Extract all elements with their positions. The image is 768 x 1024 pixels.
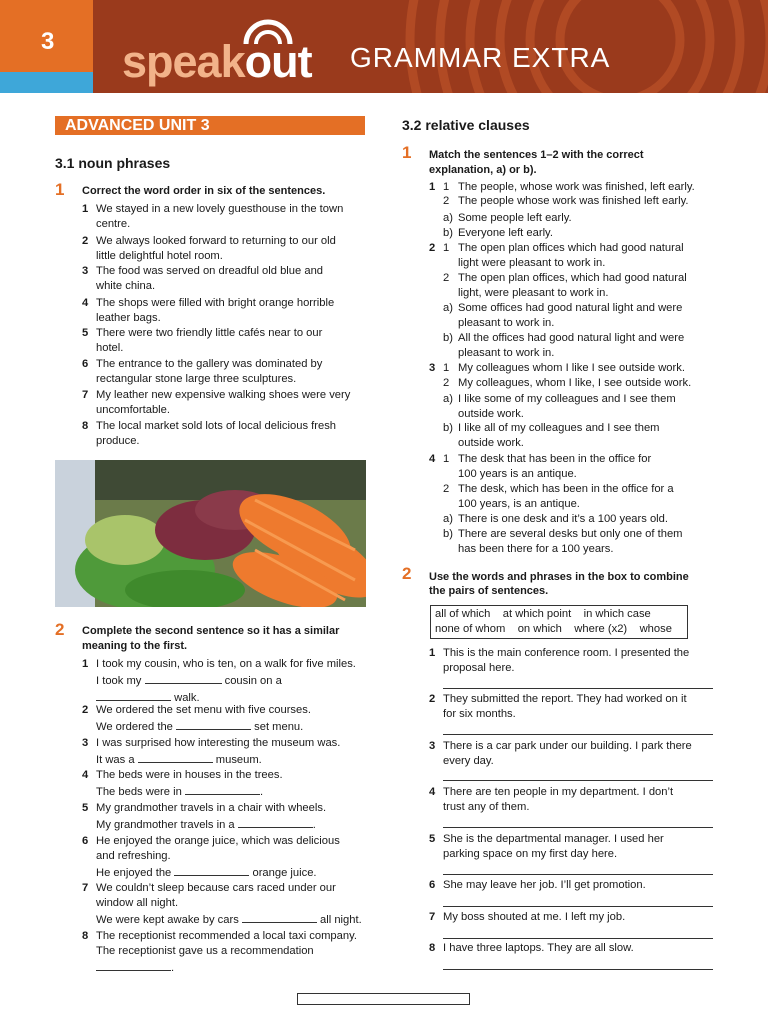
sub-label: 2: [443, 483, 450, 495]
sub-label: 1: [443, 453, 450, 465]
list-item: [82, 296, 372, 326]
match-line: [429, 286, 729, 301]
item-text: The food was served on dreadful old blue and white china.: [96, 265, 324, 292]
match-line: [429, 226, 729, 241]
match-text: The desk that has been in the office for: [458, 453, 652, 465]
exercise-number: 1: [402, 143, 412, 162]
match-text: All the offices had good natural light and were: [458, 332, 685, 344]
group-number: 1: [429, 181, 436, 193]
item-text: There are ten people in my department. I don’t trust any of them.: [443, 786, 674, 813]
answer-line[interactable]: [443, 874, 713, 875]
answer-line[interactable]: [443, 969, 713, 970]
page-title: GRAMMAR EXTRA: [350, 42, 611, 73]
match-text: My colleagues, whom I like, I see outside work.: [458, 377, 692, 389]
match-text: has been there for a 100 years.: [458, 543, 614, 555]
unit-color-strip: [0, 72, 93, 93]
list-item: 5 My grandmother travels in a chair with wheels. My grandmother travels in a .: [82, 802, 327, 831]
exercise-instruction-line1: Match the sentences 1–2 with the correct: [429, 149, 644, 161]
item-text: We always looked forward to returning to our old little delightful hotel room.: [96, 235, 336, 262]
match-line: [429, 436, 729, 451]
item-number: 2: [429, 693, 436, 705]
match-line: [429, 301, 729, 316]
sub-label: 1: [443, 181, 450, 193]
list-item: [429, 646, 719, 676]
word-box: [430, 605, 688, 639]
answer-blank[interactable]: [174, 864, 249, 876]
match-text: The people whose work was finished left early.: [458, 195, 689, 207]
sub-label: 2: [443, 272, 450, 284]
match-line: [429, 407, 729, 422]
group-number: 3: [429, 362, 436, 374]
match-line: [429, 241, 729, 256]
group-number: 4: [429, 453, 436, 465]
answer-blank[interactable]: [238, 816, 313, 828]
sub-label: 1: [443, 242, 450, 254]
match-line: [429, 467, 729, 482]
item-number: 6: [82, 358, 89, 370]
item-number: 1: [429, 647, 436, 659]
list-item: [82, 388, 372, 418]
match-text: Some people left early.: [458, 212, 572, 224]
market-vegetables-photo: [55, 460, 366, 607]
item-text: My boss shouted at me. I left my job.: [443, 911, 626, 923]
item-number: 5: [429, 833, 436, 845]
unit-number: 3: [41, 28, 55, 55]
answer-blank[interactable]: [242, 911, 317, 923]
list-item: [82, 657, 372, 707]
match-text: Everyone left early.: [458, 227, 553, 239]
answer-line[interactable]: [443, 734, 713, 735]
list-item: [82, 202, 372, 232]
item-text: The entrance to the gallery was dominated by rectangular stone large three sculptures.: [96, 358, 323, 385]
exercise-instruction-line2: meaning to the first.: [82, 640, 188, 652]
match-text: pleasant to work in.: [458, 347, 555, 359]
logo-out: out: [244, 36, 312, 87]
sub-label: b): [443, 528, 453, 540]
item-number: 2: [82, 235, 89, 247]
match-line: [429, 194, 729, 209]
list-item: [82, 326, 372, 356]
sub-label: a): [443, 513, 453, 525]
match-line: [429, 527, 729, 542]
exercise-instruction: Correct the word order in six of the sentences.: [82, 185, 326, 197]
item-number: 1: [82, 203, 89, 215]
page-header: [0, 0, 768, 93]
footer-box: [297, 993, 470, 1005]
item-number: 7: [429, 911, 436, 923]
exercise-number: 2: [55, 620, 65, 639]
match-text: 100 years is an antique.: [458, 468, 577, 480]
match-text: The desk, which has been in the office for a: [458, 483, 674, 495]
list-item: [429, 910, 719, 940]
match-text: My colleagues whom I like I see outside work.: [458, 362, 685, 374]
list-item: [82, 357, 372, 387]
sub-label: a): [443, 302, 453, 314]
list-item: [429, 878, 719, 908]
word-box-line2: none of whom on which where (x2) whose: [435, 623, 672, 635]
item-text: She is the departmental manager. I used her parking space on my first day here.: [443, 833, 664, 860]
exercise-instruction-line2: explanation, a) or b).: [429, 164, 537, 176]
match-text: outside work.: [458, 408, 524, 420]
answer-blank[interactable]: [96, 959, 171, 971]
answer-line[interactable]: [443, 938, 713, 939]
match-line: [429, 256, 729, 271]
sub-label: b): [443, 422, 453, 434]
answer-line[interactable]: [443, 827, 713, 828]
item-text: This is the main conference room. I presented the proposal here.: [443, 647, 690, 674]
answer-line[interactable]: [443, 906, 713, 907]
list-item: 2 We ordered the set menu with five courses. We ordered the set menu.: [82, 704, 311, 733]
match-text: 100 years, is an antique.: [458, 498, 580, 510]
match-line: [429, 452, 729, 467]
list-item: [429, 941, 719, 971]
exercise-instruction-line2: the pairs of sentences.: [429, 585, 549, 597]
answer-blank[interactable]: [96, 689, 171, 701]
answer-blank[interactable]: [145, 672, 222, 684]
match-text: The people, whose work was finished, left early.: [458, 181, 695, 193]
item-number: 8: [429, 942, 436, 954]
match-line: [429, 331, 729, 346]
match-line: [429, 271, 729, 286]
section-title-relative-clauses: 3.2 relative clauses: [402, 117, 530, 133]
match-line: [429, 512, 729, 527]
item-number: 3: [429, 740, 436, 752]
item-text: My leather new expensive walking shoes were very uncomfortable.: [96, 389, 351, 416]
item-text: The local market sold lots of local delicious fresh produce.: [96, 420, 337, 447]
match-text: light, were pleasant to work in.: [458, 287, 609, 299]
vegetables-illustration: [55, 460, 366, 607]
item-number: 8: [82, 420, 89, 432]
item-number: 5: [82, 327, 89, 339]
match-text: There are several desks but only one of them: [458, 528, 683, 540]
list-item: [429, 832, 719, 862]
match-line: [429, 180, 729, 195]
list-item: [429, 785, 719, 815]
list-item: 8 The receptionist recommended a local taxi company. The receptionist gave us a recommendation .: [82, 930, 357, 974]
item-text: We stayed in a new lovely guesthouse in the town centre.: [96, 203, 344, 230]
match-line: [429, 211, 729, 226]
item-number: 4: [429, 786, 436, 798]
match-text: pleasant to work in.: [458, 317, 555, 329]
sub-label: a): [443, 212, 453, 224]
match-line: [429, 346, 729, 361]
item-text: There were two friendly little cafés near to our hotel.: [96, 327, 323, 354]
match-text: Some offices had good natural light and were: [458, 302, 683, 314]
sub-label: b): [443, 332, 453, 344]
speakout-logo: [122, 36, 312, 88]
list-item: 6 He enjoyed the orange juice, which was delicious and refreshing. He enjoyed the orange juice.: [82, 835, 340, 879]
logo-speak: speak: [122, 36, 245, 87]
sub-label: 2: [443, 377, 450, 389]
list-item: [82, 419, 372, 449]
item-number: 6: [429, 879, 436, 891]
list-item: 7 We couldn’t sleep because cars raced under our window all night. We were kept awake by cars all night.: [82, 882, 362, 926]
item-text: There is a car park under our building. I park there every day.: [443, 740, 692, 767]
group-number: 2: [429, 242, 436, 254]
list-item: 4 The beds were in houses in the trees. The beds were in .: [82, 769, 283, 798]
exercise-instruction-line1: Complete the second sentence so it has a similar: [82, 625, 340, 637]
match-text: outside work.: [458, 437, 524, 449]
unit-bar: ADVANCED UNIT 3: [55, 116, 365, 135]
list-item: [82, 234, 372, 264]
match-text: I like all of my colleagues and I see them: [458, 422, 660, 434]
item-number: 3: [82, 265, 89, 277]
exercise-number: 1: [55, 180, 65, 199]
match-line: [429, 482, 729, 497]
exercise-instruction-line1: Use the words and phrases in the box to combine: [429, 571, 689, 583]
answer-blank[interactable]: [185, 783, 260, 795]
match-line: [429, 392, 729, 407]
match-text: There is one desk and it’s a 100 years old.: [458, 513, 668, 525]
sub-label: 2: [443, 195, 450, 207]
unit-number-tab: [0, 0, 93, 72]
list-item: [429, 739, 719, 769]
item-text: I have three laptops. They are all slow.: [443, 942, 634, 954]
sub-label: a): [443, 393, 453, 405]
sub-label: b): [443, 227, 453, 239]
match-text: The open plan offices, which had good natural: [458, 272, 687, 284]
match-line: [429, 316, 729, 331]
item-text: I took my cousin, who is ten, on a walk for five miles. I took my cousin on a walk.: [96, 658, 356, 704]
list-item: [429, 692, 719, 722]
sub-label: 1: [443, 362, 450, 374]
section-title-noun-phrases: 3.1 noun phrases: [55, 155, 171, 171]
word-box-line1: all of which at which point in which case: [435, 608, 651, 620]
exercise-number: 2: [402, 564, 412, 583]
match-line: [429, 542, 729, 557]
match-text: I like some of my colleagues and I see them: [458, 393, 676, 405]
item-text: She may leave her job. I’ll get promotion.: [443, 879, 646, 891]
list-item: [82, 264, 372, 294]
list-item: 3 I was surprised how interesting the museum was. It was a museum.: [82, 737, 341, 766]
item-number: 7: [82, 389, 89, 401]
answer-blank[interactable]: [176, 718, 251, 730]
answer-blank[interactable]: [138, 751, 213, 763]
match-line: [429, 361, 729, 376]
item-text: They submitted the report. They had worked on it for six months.: [443, 693, 687, 720]
match-line: [429, 421, 729, 436]
item-text: The shops were filled with bright orange horrible leather bags.: [96, 297, 335, 324]
item-number: 4: [82, 297, 89, 309]
match-text: light were pleasant to work in.: [458, 257, 606, 269]
answer-line[interactable]: [443, 688, 713, 689]
match-line: [429, 376, 729, 391]
item-number: 1: [82, 658, 89, 670]
match-line: [429, 497, 729, 512]
match-text: The open plan offices which had good natural: [458, 242, 684, 254]
answer-line[interactable]: [443, 780, 713, 781]
